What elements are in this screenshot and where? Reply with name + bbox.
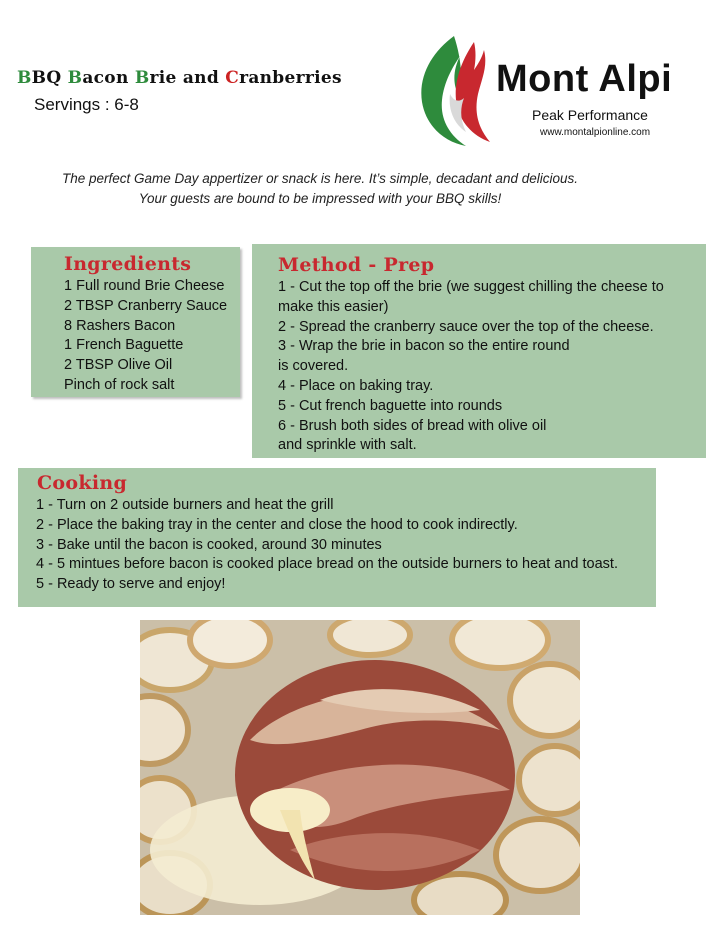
method-line: 3 - Wrap the brie in bacon so the entire round xyxy=(278,338,570,355)
ingredient-item: 2 TBSP Cranberry Sauce xyxy=(64,297,228,314)
title-seg: rie and xyxy=(149,68,226,88)
cooking-box xyxy=(18,468,656,607)
ingredients-list xyxy=(64,277,227,396)
cooking-line: 3 - Bake until the bacon is cooked, around 30 minutes xyxy=(36,536,382,553)
ingredient-item: 1 French Baguette xyxy=(64,337,184,354)
method-line: 6 - Brush both sides of bread with olive oil xyxy=(278,417,547,434)
method-steps xyxy=(278,278,698,456)
ingredient-item: 2 TBSP Olive Oil xyxy=(64,357,173,374)
intro-line: Your guests are bound to be impressed with your BBQ skills! xyxy=(138,191,502,206)
bacon-brie xyxy=(235,660,515,890)
title-seg: B xyxy=(67,68,83,88)
method-line: 5 - Cut french baguette into rounds xyxy=(278,397,503,414)
ingredients-box xyxy=(31,247,240,397)
cooking-line: 2 - Place the baking tray in the center and close the hood to cook indirectly. xyxy=(36,516,518,533)
intro-text xyxy=(30,169,610,209)
ingredient-item: 8 Rashers Bacon xyxy=(64,317,176,334)
method-line: make this easier) xyxy=(278,298,389,315)
title-seg: acon xyxy=(82,68,135,88)
brand-name: Mont Alpi xyxy=(496,58,673,100)
title-seg: C xyxy=(225,68,240,88)
food-photo xyxy=(140,620,580,915)
ingredient-item: Pinch of rock salt xyxy=(64,376,175,393)
method-box xyxy=(252,244,706,458)
method-line: 2 - Spread the cranberry sauce over the top of the cheese. xyxy=(278,318,654,335)
cooking-steps xyxy=(36,496,651,595)
servings: Servings : 6-8 xyxy=(34,95,139,114)
cooking-line: 5 - Ready to serve and enjoy! xyxy=(36,576,226,593)
flame-icon xyxy=(414,32,494,150)
brand-logo xyxy=(414,32,704,152)
title-seg: B xyxy=(134,68,150,88)
ingredient-item: 1 Full round Brie Cheese xyxy=(64,278,225,294)
recipe-title xyxy=(17,68,342,88)
brand-website: www.montalpionline.com xyxy=(540,127,651,138)
method-line: 1 - Cut the top off the brie (we suggest chilling the cheese to xyxy=(278,279,664,295)
title-seg: BQ xyxy=(31,68,68,88)
method-heading: Method - Prep xyxy=(278,254,435,276)
method-line: 4 - Place on baking tray. xyxy=(278,377,434,394)
cooking-line: 4 - 5 mintues before bacon is cooked place bread on the outside burners to heat and toast. xyxy=(36,556,618,573)
ingredients-heading: Ingredients xyxy=(64,253,192,275)
cooking-heading: Cooking xyxy=(37,472,128,494)
intro-line: The perfect Game Day appertizer or snack is here. It’s simple, decadant and delicious. xyxy=(61,171,578,186)
method-line: is covered. xyxy=(278,358,349,375)
method-line: and sprinkle with salt. xyxy=(278,437,417,454)
brand-tagline: Peak Performance xyxy=(532,107,648,123)
cooking-line: 1 - Turn on 2 outside burners and heat the grill xyxy=(36,497,334,513)
title-seg: ranberries xyxy=(239,68,342,88)
title-seg: B xyxy=(17,68,32,88)
